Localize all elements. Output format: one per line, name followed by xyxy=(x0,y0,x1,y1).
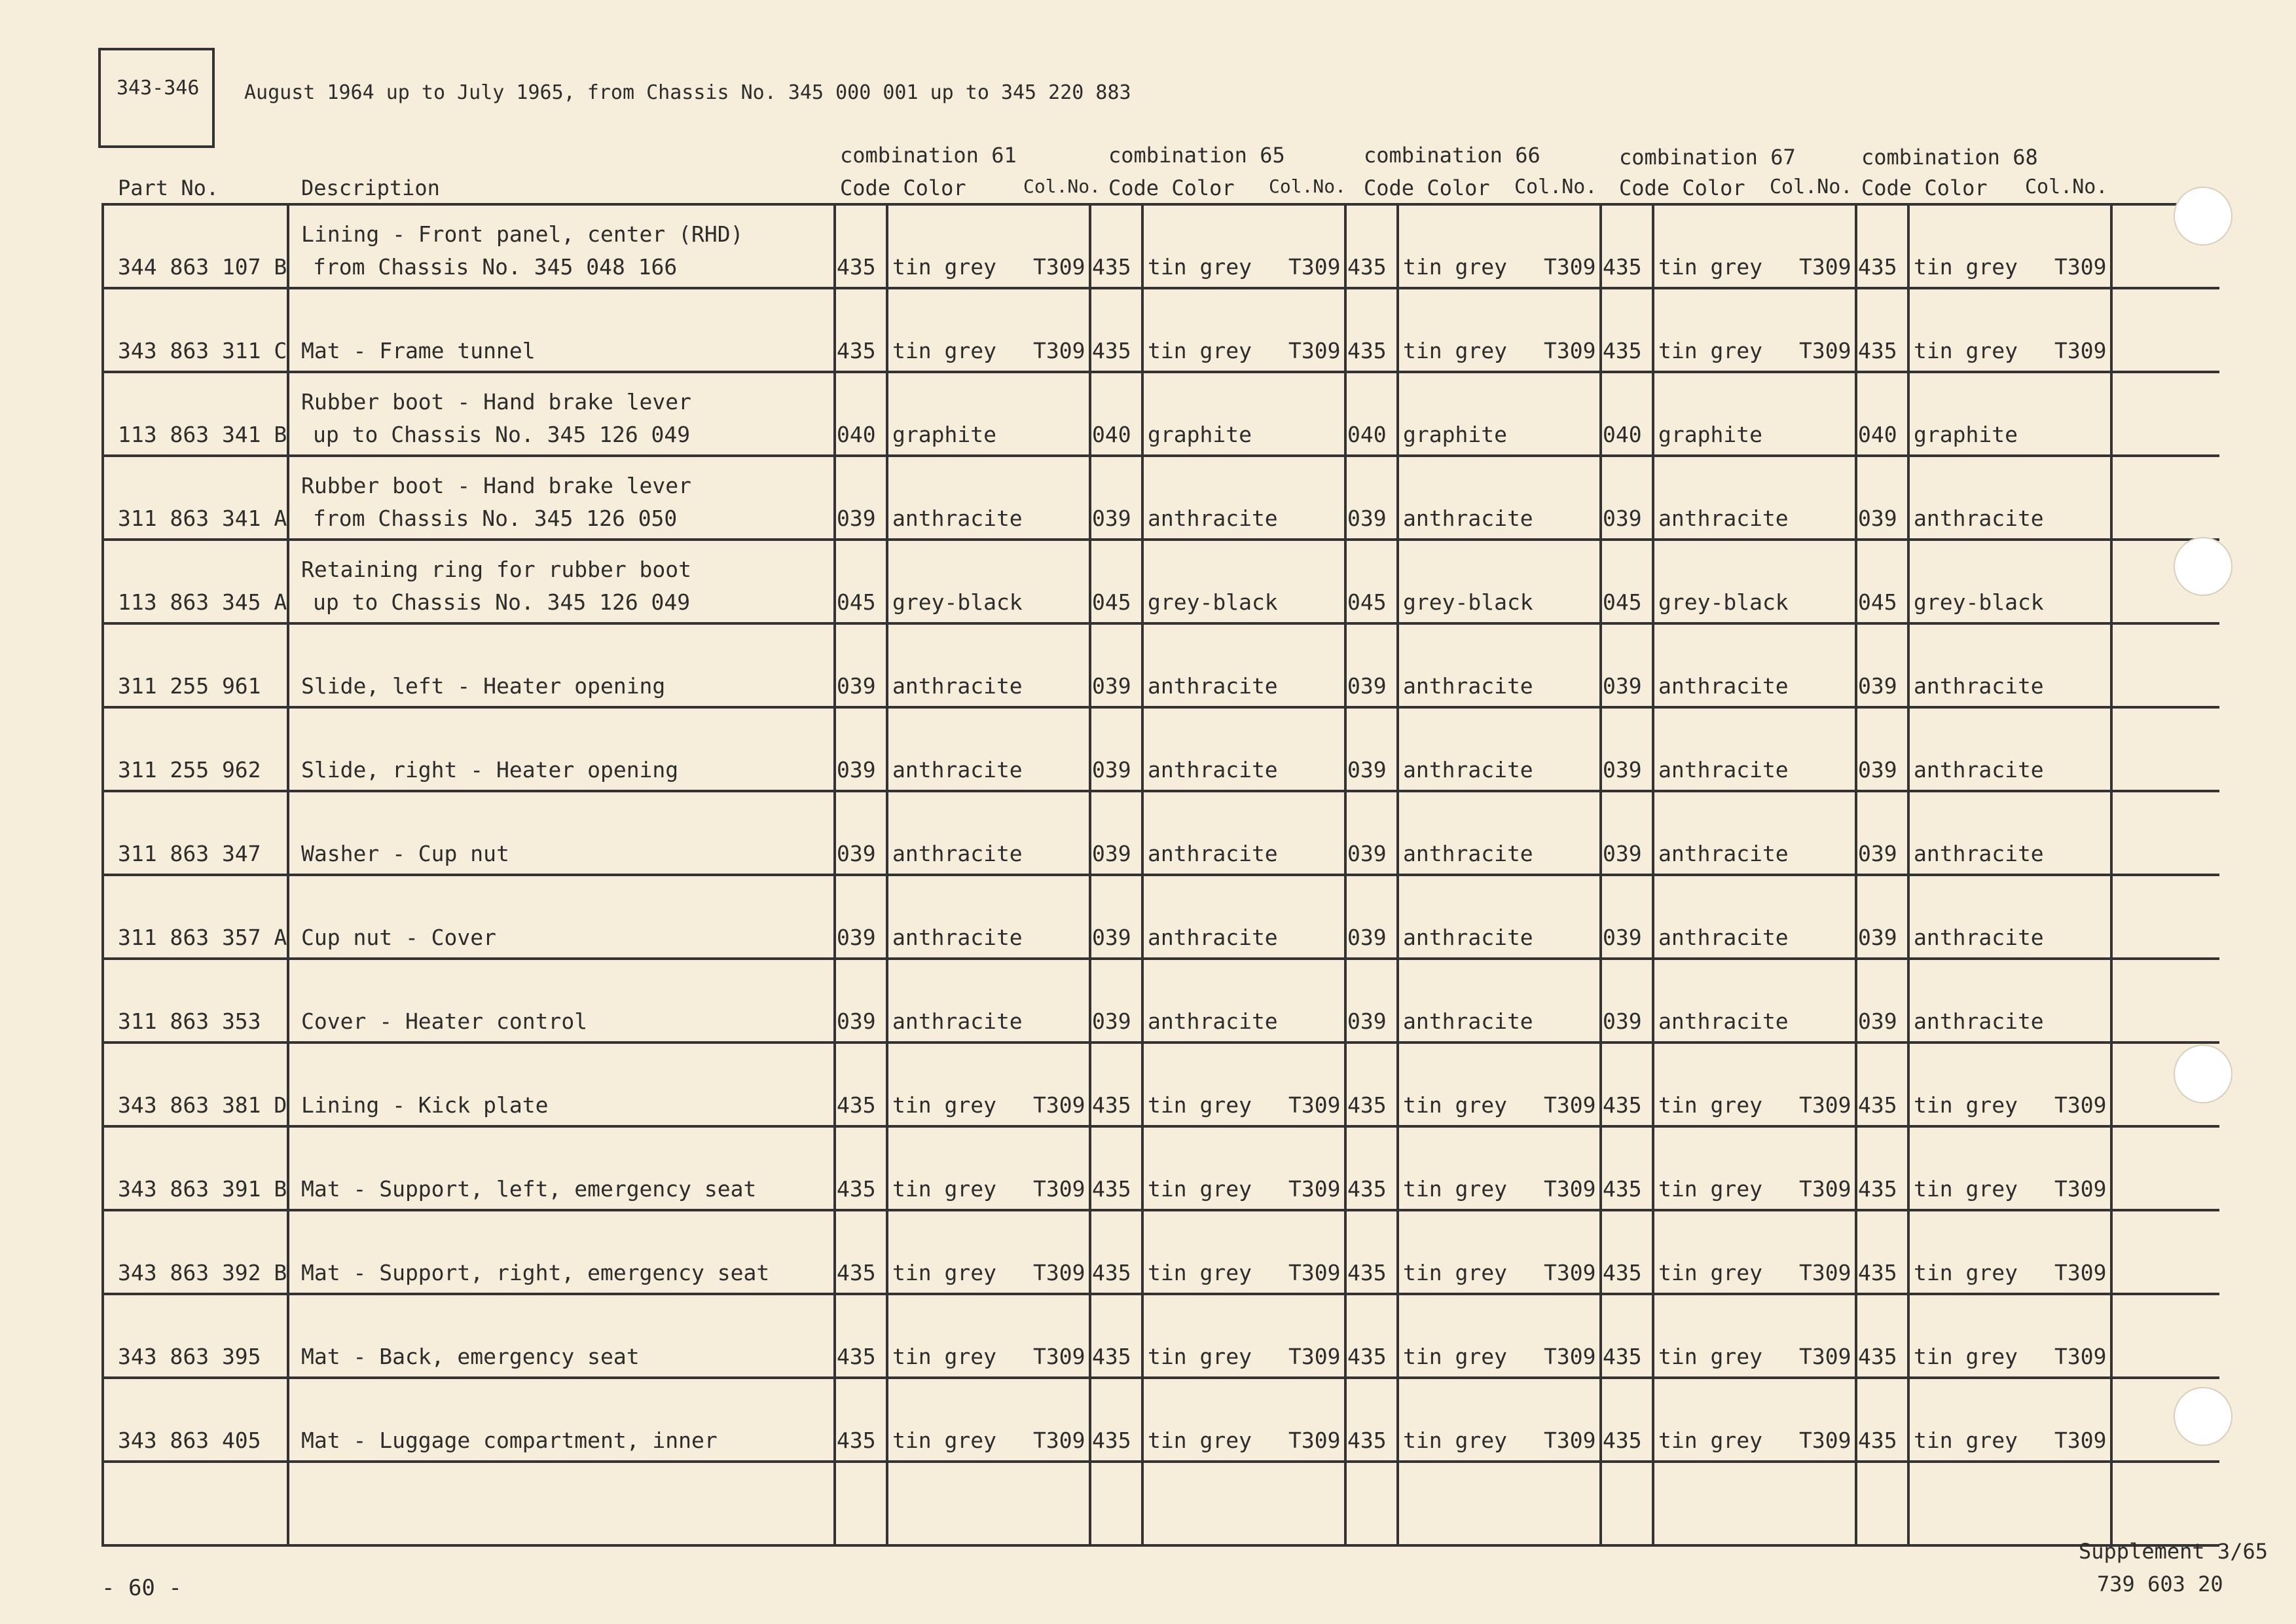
color-code: 435 xyxy=(1858,1344,1897,1369)
color-number: T309 xyxy=(1288,254,1341,280)
color-code: 039 xyxy=(1858,673,1897,699)
color-name: anthracite xyxy=(1403,506,1533,531)
color-number: T309 xyxy=(1544,254,1596,280)
color-number: T309 xyxy=(1544,1344,1596,1369)
color-code: 435 xyxy=(1092,1092,1131,1118)
color-name: grey-black xyxy=(892,589,1023,615)
part-no-header: Part No. xyxy=(118,175,219,200)
color-name: grey-black xyxy=(1148,589,1278,615)
color-name: tin grey xyxy=(1914,254,2018,280)
page-number: - 60 - xyxy=(101,1575,182,1601)
color-code: 435 xyxy=(837,254,876,280)
part-number: 343 863 381 D xyxy=(118,1092,287,1118)
color-code: 045 xyxy=(1092,589,1131,615)
description: Rubber boot - Hand brake lever xyxy=(301,473,692,498)
color-name: tin grey xyxy=(1403,338,1507,363)
column-divider xyxy=(1599,203,1602,1547)
color-name: anthracite xyxy=(1914,925,2044,950)
part-number: 343 863 405 xyxy=(118,1428,261,1453)
color-number: T309 xyxy=(1288,1260,1341,1285)
row-divider xyxy=(101,790,2219,792)
code-color-header: Code Color xyxy=(1861,175,1988,200)
color-name: graphite xyxy=(1914,422,2018,447)
color-code: 039 xyxy=(1603,925,1642,950)
color-code: 435 xyxy=(1858,1092,1897,1118)
color-code: 039 xyxy=(1092,673,1131,699)
row-divider xyxy=(101,706,2219,709)
color-code: 435 xyxy=(1603,1176,1642,1202)
color-name: tin grey xyxy=(1403,1344,1507,1369)
description: Mat - Luggage compartment, inner xyxy=(301,1428,718,1453)
row-divider xyxy=(101,454,2219,457)
color-number: T309 xyxy=(1799,1428,1851,1453)
description: from Chassis No. 345 126 050 xyxy=(313,506,678,531)
color-name: anthracite xyxy=(1403,841,1533,866)
color-name: graphite xyxy=(1658,422,1762,447)
color-name: tin grey xyxy=(1403,254,1507,280)
color-name: tin grey xyxy=(1148,1092,1252,1118)
part-number: 113 863 345 A xyxy=(118,589,287,615)
color-number: T309 xyxy=(1033,1176,1085,1202)
part-number: 343 863 391 B xyxy=(118,1176,287,1202)
color-name: anthracite xyxy=(1403,673,1533,699)
color-code: 435 xyxy=(1092,1428,1131,1453)
color-code: 039 xyxy=(1347,757,1387,783)
color-code: 039 xyxy=(1092,925,1131,950)
color-name: tin grey xyxy=(1403,1428,1507,1453)
color-number: T309 xyxy=(1799,1344,1851,1369)
color-code: 039 xyxy=(1858,841,1897,866)
color-code: 039 xyxy=(837,757,876,783)
color-code: 435 xyxy=(837,1260,876,1285)
color-number: T309 xyxy=(2054,1428,2107,1453)
color-code: 435 xyxy=(1603,254,1642,280)
color-number: T309 xyxy=(1288,338,1341,363)
color-code: 435 xyxy=(1347,338,1387,363)
col-no-header: Col.No. xyxy=(1514,175,1597,198)
color-name: tin grey xyxy=(1658,1428,1762,1453)
color-name: tin grey xyxy=(1148,1428,1252,1453)
column-divider xyxy=(1344,203,1347,1547)
color-number: T309 xyxy=(2054,338,2107,363)
row-divider xyxy=(101,622,2219,625)
col-no-header: Col.No. xyxy=(1023,175,1101,197)
combination-66-header: combination 66 xyxy=(1364,143,1540,168)
color-name: anthracite xyxy=(1148,757,1278,783)
color-name: tin grey xyxy=(892,254,996,280)
row-divider xyxy=(101,1293,2219,1295)
row-divider xyxy=(101,1209,2219,1211)
part-number: 344 863 107 B xyxy=(118,254,287,280)
row-divider xyxy=(101,957,2219,960)
part-number: 311 863 357 A xyxy=(118,925,287,950)
column-divider xyxy=(101,203,104,1547)
color-name: tin grey xyxy=(1914,1260,2018,1285)
description-header: Description xyxy=(301,175,440,200)
color-number: T309 xyxy=(2054,1176,2107,1202)
column-divider xyxy=(1907,203,1910,1547)
color-number: T309 xyxy=(1288,1344,1341,1369)
color-code: 435 xyxy=(1858,254,1897,280)
color-name: tin grey xyxy=(1914,1092,2018,1118)
description: Mat - Back, emergency seat xyxy=(301,1344,640,1369)
description: Mat - Support, right, emergency seat xyxy=(301,1260,770,1285)
color-number: T309 xyxy=(1544,338,1596,363)
color-number: T309 xyxy=(1033,1092,1085,1118)
color-code: 039 xyxy=(1858,925,1897,950)
color-number: T309 xyxy=(1033,1260,1085,1285)
color-number: T309 xyxy=(1288,1176,1341,1202)
color-code: 435 xyxy=(1347,254,1387,280)
color-code: 039 xyxy=(1347,841,1387,866)
color-number: T309 xyxy=(1799,1176,1851,1202)
color-name: grey-black xyxy=(1914,589,2044,615)
color-code: 039 xyxy=(1858,757,1897,783)
color-name: anthracite xyxy=(892,841,1023,866)
row-divider xyxy=(101,1041,2219,1044)
color-name: tin grey xyxy=(892,1092,996,1118)
color-code: 039 xyxy=(837,925,876,950)
row-divider xyxy=(101,371,2219,373)
validity-text: August 1964 up to July 1965, from Chassis No. 345 000 001 up to 345 220 883 xyxy=(244,81,1131,104)
color-code: 435 xyxy=(837,1344,876,1369)
code-color-header: Code Color xyxy=(1364,175,1490,200)
color-code: 435 xyxy=(1092,254,1131,280)
color-code: 039 xyxy=(1858,506,1897,531)
color-name: tin grey xyxy=(892,1344,996,1369)
row-divider xyxy=(101,1125,2219,1128)
color-name: tin grey xyxy=(1403,1260,1507,1285)
color-code: 039 xyxy=(1603,506,1642,531)
punch-hole xyxy=(2174,537,2232,596)
color-name: grey-black xyxy=(1403,589,1533,615)
color-name: tin grey xyxy=(1658,338,1762,363)
color-number: T309 xyxy=(2054,1092,2107,1118)
color-code: 040 xyxy=(1092,422,1131,447)
combination-65-header: combination 65 xyxy=(1108,143,1285,168)
part-number: 311 255 961 xyxy=(118,673,261,699)
color-code: 435 xyxy=(1603,1428,1642,1453)
color-name: anthracite xyxy=(1148,1008,1278,1034)
color-code: 435 xyxy=(1858,1176,1897,1202)
color-name: tin grey xyxy=(1148,1176,1252,1202)
model-range-box xyxy=(98,48,215,148)
model-range: 343-346 xyxy=(117,77,200,100)
color-name: tin grey xyxy=(1148,1344,1252,1369)
color-number: T309 xyxy=(1799,254,1851,280)
color-name: anthracite xyxy=(1658,1008,1789,1034)
color-code: 435 xyxy=(1603,1260,1642,1285)
color-code: 039 xyxy=(837,673,876,699)
color-code: 039 xyxy=(1603,757,1642,783)
color-name: tin grey xyxy=(1148,338,1252,363)
color-code: 039 xyxy=(1603,1008,1642,1034)
row-divider xyxy=(101,1376,2219,1379)
row-divider xyxy=(101,874,2219,876)
color-code: 039 xyxy=(1092,841,1131,866)
color-code: 435 xyxy=(1092,338,1131,363)
color-code: 435 xyxy=(1092,1260,1131,1285)
supplement-label: Supplement 3/65 xyxy=(2079,1539,2268,1564)
color-code: 435 xyxy=(1858,338,1897,363)
color-code: 435 xyxy=(1347,1260,1387,1285)
color-code: 045 xyxy=(837,589,876,615)
color-name: anthracite xyxy=(892,1008,1023,1034)
punch-hole xyxy=(2174,187,2232,246)
description: Cup nut - Cover xyxy=(301,925,497,950)
color-name: tin grey xyxy=(1914,1428,2018,1453)
color-name: anthracite xyxy=(1148,925,1278,950)
color-name: tin grey xyxy=(1914,1344,2018,1369)
color-name: tin grey xyxy=(1658,1176,1762,1202)
color-number: T309 xyxy=(1288,1428,1341,1453)
row-divider xyxy=(101,203,2219,206)
color-name: graphite xyxy=(892,422,996,447)
color-code: 435 xyxy=(1858,1428,1897,1453)
color-code: 039 xyxy=(1347,506,1387,531)
color-number: T309 xyxy=(1799,338,1851,363)
color-code: 039 xyxy=(837,841,876,866)
color-code: 039 xyxy=(837,1008,876,1034)
color-code: 039 xyxy=(1603,841,1642,866)
color-name: grey-black xyxy=(1658,589,1789,615)
column-divider xyxy=(1089,203,1091,1547)
color-name: tin grey xyxy=(1403,1092,1507,1118)
color-name: tin grey xyxy=(892,338,996,363)
color-number: T309 xyxy=(2054,1260,2107,1285)
color-code: 039 xyxy=(1092,757,1131,783)
color-name: anthracite xyxy=(892,925,1023,950)
color-code: 435 xyxy=(837,1092,876,1118)
color-number: T309 xyxy=(1544,1260,1596,1285)
color-code: 435 xyxy=(1347,1092,1387,1118)
description: Lining - Kick plate xyxy=(301,1092,549,1118)
row-divider xyxy=(101,1460,2219,1463)
color-name: anthracite xyxy=(1148,673,1278,699)
color-number: T309 xyxy=(1288,1092,1341,1118)
color-code: 435 xyxy=(837,1428,876,1453)
color-name: anthracite xyxy=(1914,673,2044,699)
combination-61-header: combination 61 xyxy=(840,143,1017,168)
color-name: tin grey xyxy=(1658,1092,1762,1118)
color-name: anthracite xyxy=(1403,925,1533,950)
description: Rubber boot - Hand brake lever xyxy=(301,389,692,415)
color-name: tin grey xyxy=(1148,1260,1252,1285)
column-divider xyxy=(1855,203,1857,1547)
col-no-header: Col.No. xyxy=(2025,175,2108,198)
description: Cover - Heater control xyxy=(301,1008,588,1034)
color-code: 435 xyxy=(1603,1344,1642,1369)
color-name: anthracite xyxy=(1914,506,2044,531)
color-number: T309 xyxy=(1799,1092,1851,1118)
color-code: 435 xyxy=(1603,1092,1642,1118)
color-name: anthracite xyxy=(1658,925,1789,950)
description: up to Chassis No. 345 126 049 xyxy=(313,589,691,615)
part-number: 311 863 353 xyxy=(118,1008,261,1034)
color-code: 039 xyxy=(1092,1008,1131,1034)
color-number: T309 xyxy=(1544,1092,1596,1118)
color-name: anthracite xyxy=(1914,1008,2044,1034)
column-divider xyxy=(886,203,888,1547)
color-name: graphite xyxy=(1148,422,1252,447)
code-color-header: Code Color xyxy=(1108,175,1235,200)
color-code: 040 xyxy=(837,422,876,447)
color-name: tin grey xyxy=(1658,1260,1762,1285)
column-divider xyxy=(1141,203,1144,1547)
color-name: anthracite xyxy=(1403,757,1533,783)
color-number: T309 xyxy=(1033,338,1085,363)
color-code: 039 xyxy=(1092,506,1131,531)
color-name: anthracite xyxy=(1914,841,2044,866)
color-name: tin grey xyxy=(1658,1344,1762,1369)
color-name: graphite xyxy=(1403,422,1507,447)
column-divider xyxy=(1396,203,1399,1547)
part-number: 113 863 341 B xyxy=(118,422,287,447)
color-number: T309 xyxy=(1033,254,1085,280)
column-divider xyxy=(287,203,289,1547)
color-name: anthracite xyxy=(1148,841,1278,866)
column-divider xyxy=(1652,203,1654,1547)
part-number: 311 863 347 xyxy=(118,841,261,866)
color-number: T309 xyxy=(2054,254,2107,280)
color-code: 039 xyxy=(1347,1008,1387,1034)
color-number: T309 xyxy=(1544,1176,1596,1202)
part-number: 311 255 962 xyxy=(118,757,261,783)
color-code: 435 xyxy=(1347,1344,1387,1369)
color-code: 435 xyxy=(1603,338,1642,363)
color-code: 040 xyxy=(1347,422,1387,447)
color-code: 435 xyxy=(1347,1176,1387,1202)
code-color-header: Code Color xyxy=(1619,175,1745,200)
description: Mat - Support, left, emergency seat xyxy=(301,1176,757,1202)
col-no-header: Col.No. xyxy=(1770,175,1853,198)
color-number: T309 xyxy=(1033,1344,1085,1369)
color-name: anthracite xyxy=(892,506,1023,531)
description: Retaining ring for rubber boot xyxy=(301,557,692,582)
color-number: T309 xyxy=(1033,1428,1085,1453)
color-name: anthracite xyxy=(1914,757,2044,783)
row-divider xyxy=(101,287,2219,289)
part-number: 343 863 395 xyxy=(118,1344,261,1369)
color-code: 039 xyxy=(1347,925,1387,950)
color-code: 039 xyxy=(1858,1008,1897,1034)
description: Washer - Cup nut xyxy=(301,841,509,866)
color-number: T309 xyxy=(1799,1260,1851,1285)
combination-67-header: combination 67 xyxy=(1619,145,1796,170)
part-number: 343 863 392 B xyxy=(118,1260,287,1285)
description: up to Chassis No. 345 126 049 xyxy=(313,422,691,447)
color-name: tin grey xyxy=(892,1428,996,1453)
description: from Chassis No. 345 048 166 xyxy=(313,254,678,280)
color-name: anthracite xyxy=(1403,1008,1533,1034)
color-code: 435 xyxy=(1092,1176,1131,1202)
punch-hole xyxy=(2174,1044,2232,1103)
color-name: tin grey xyxy=(1914,338,2018,363)
color-name: anthracite xyxy=(892,757,1023,783)
color-name: tin grey xyxy=(1658,254,1762,280)
color-code: 039 xyxy=(1603,673,1642,699)
color-name: tin grey xyxy=(1148,254,1252,280)
color-code: 040 xyxy=(1858,422,1897,447)
punch-hole xyxy=(2174,1387,2232,1446)
description: Slide, right - Heater opening xyxy=(301,757,679,783)
part-number: 311 863 341 A xyxy=(118,506,287,531)
color-name: anthracite xyxy=(1658,841,1789,866)
color-name: anthracite xyxy=(1148,506,1278,531)
row-divider xyxy=(101,1544,2219,1547)
color-code: 435 xyxy=(1858,1260,1897,1285)
color-code: 045 xyxy=(1603,589,1642,615)
part-number: 343 863 311 C xyxy=(118,338,287,363)
color-number: T309 xyxy=(1544,1428,1596,1453)
code-color-header: Code Color xyxy=(840,175,966,200)
row-divider xyxy=(101,538,2219,541)
color-number: T309 xyxy=(2054,1344,2107,1369)
color-code: 435 xyxy=(1347,1428,1387,1453)
color-code: 435 xyxy=(837,338,876,363)
color-name: tin grey xyxy=(892,1176,996,1202)
column-divider xyxy=(833,203,836,1547)
color-name: anthracite xyxy=(892,673,1023,699)
document-number: 739 603 20 xyxy=(2097,1572,2223,1596)
color-code: 040 xyxy=(1603,422,1642,447)
column-divider xyxy=(2110,203,2113,1547)
color-name: tin grey xyxy=(892,1260,996,1285)
col-no-header: Col.No. xyxy=(1269,175,1347,197)
color-code: 045 xyxy=(1858,589,1897,615)
color-code: 039 xyxy=(837,506,876,531)
description: Lining - Front panel, center (RHD) xyxy=(301,221,744,247)
combination-68-header: combination 68 xyxy=(1861,145,2038,170)
description: Mat - Frame tunnel xyxy=(301,338,536,363)
description: Slide, left - Heater opening xyxy=(301,673,666,699)
color-code: 039 xyxy=(1347,673,1387,699)
color-code: 435 xyxy=(1092,1344,1131,1369)
color-name: anthracite xyxy=(1658,757,1789,783)
color-code: 435 xyxy=(837,1176,876,1202)
color-code: 045 xyxy=(1347,589,1387,615)
color-name: anthracite xyxy=(1658,506,1789,531)
color-name: tin grey xyxy=(1914,1176,2018,1202)
color-name: anthracite xyxy=(1658,673,1789,699)
color-name: tin grey xyxy=(1403,1176,1507,1202)
